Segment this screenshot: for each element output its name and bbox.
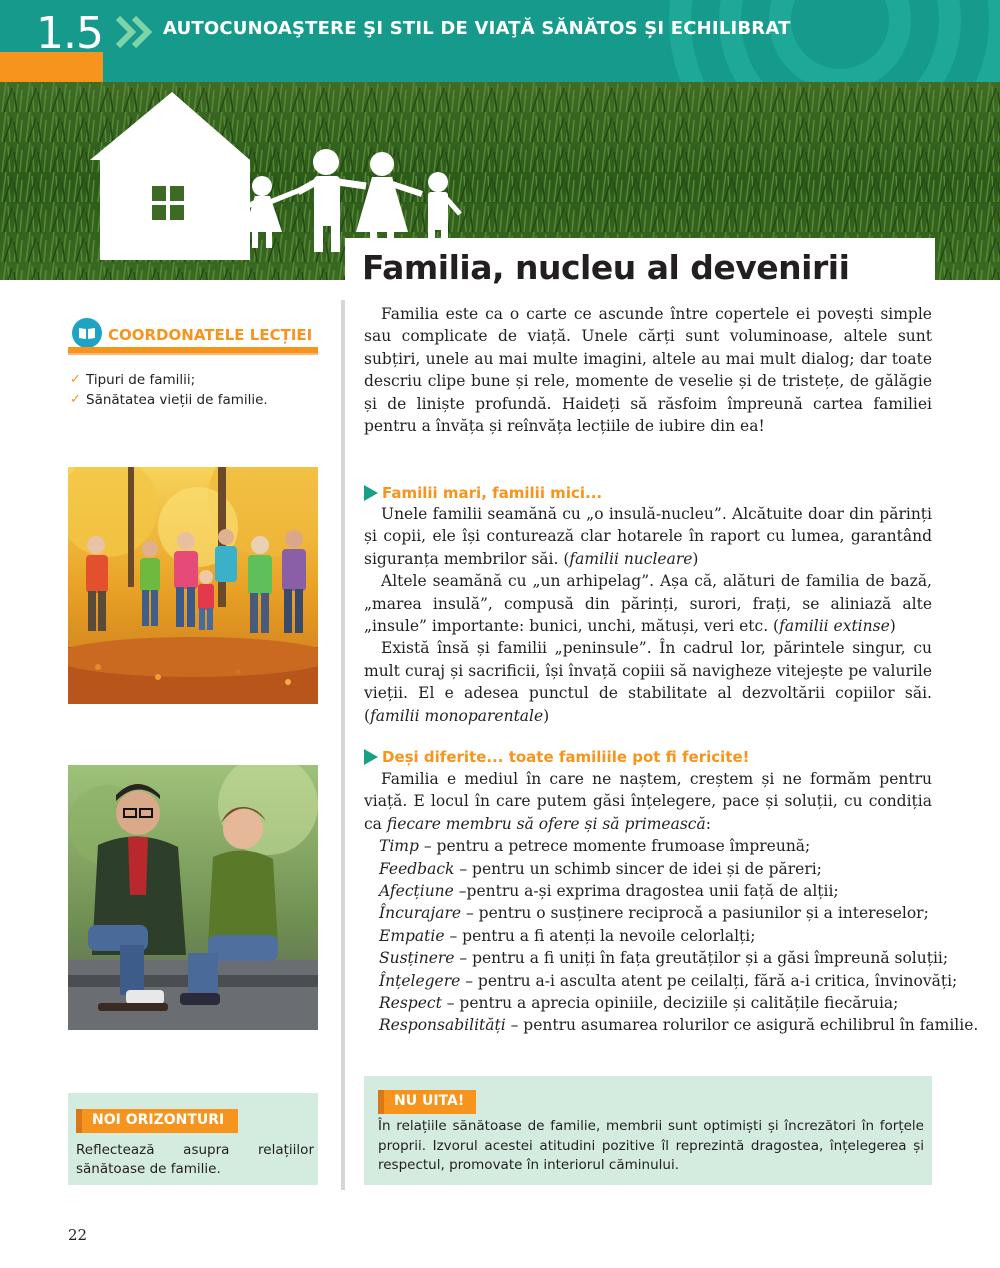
paragraph-extended: Altele seamănă cu „un arhipelag”. Așa că, alături de familia de bază, „marea insulă”, compusă din părinți, surori, frați, se aliniază alte „insule” importante: bunici, unchi, mătuși, veri etc. (familii extinse)	[364, 572, 932, 636]
intro-paragraph: Familia este ca o carte ce ascunde între copertele ei povești simple sau complicate de viață. Unele cărți sunt voluminoase, altele sunt subțiri, unele au mai multe imagini, altele au mai mult dialog; dar toate descriu clipe bune și rele, momente de veselie și de tristețe, de gălăgie și de liniște profundă. Haideți să răsfoim împreună cartea familiei pentru a învăța și reînvăța lecțiile de iubire din ea!	[364, 305, 932, 436]
remember-label: NU UITA!	[378, 1090, 476, 1114]
lesson-title: AUTOCUNOAŞTERE ŞI STIL DE VIAŢĂ SĂNĂTOS ȘI ECHILIBRAT	[163, 18, 791, 39]
book-icon	[72, 318, 102, 348]
new-horizons-text: Reflectează asupra relațiilor sănătoase de familie.	[76, 1142, 314, 1177]
lesson-coordinates-list	[70, 370, 268, 410]
lesson-number: 1.5	[36, 8, 103, 59]
list-item: Feedback – pentru un schimb sincer de idei și de păreri;	[379, 859, 822, 878]
lesson-coordinates-title: COORDONATELE LECȚIEI	[108, 326, 313, 344]
paragraph-single-parent: Există însă și familii „peninsule”. În cadrul lor, părintele singur, cu mult curaj și sacrificii, își învață copiii să navigheze vitejește pe valurile vieții. El e adesea punctul de stabilitate al dezvoltării copiilor săi. (familii monoparentale)	[364, 639, 932, 725]
section-family-types	[364, 503, 932, 727]
list-item: Afecțiune –pentru a-și exprima dragostea unii față de alții;	[379, 882, 839, 901]
list-item: Timp – pentru a petrece momente frumoase împreună;	[379, 837, 811, 856]
list-item: ✓ Sănătatea vieții de familie.	[70, 390, 268, 410]
remember-box	[364, 1076, 932, 1185]
father-son-photo	[68, 765, 318, 1030]
page-number: 22	[68, 1226, 88, 1244]
double-chevron-icon	[116, 14, 156, 50]
list-item: Responsabilități – pentru asumarea rolurilor ce asigură echilibrul în familie.	[379, 1016, 979, 1035]
paragraph-nuclear: Unele familii seamănă cu „o insulă-nucleu”. Alcătuite doar din părinți și copii, ele își conturează clar hotarele în raport cu lumea, garantând siguranța membrilor săi. (familii nucleare)	[364, 505, 932, 568]
lesson-header	[0, 0, 1000, 82]
light-orange-rule	[68, 353, 318, 355]
play-triangle-icon	[364, 749, 378, 765]
family-autumn-photo	[68, 467, 318, 704]
play-triangle-icon	[364, 485, 378, 501]
section-happy-families	[364, 768, 979, 1037]
remember-text: În relațiile sănătoase de familie, membrii sunt optimiști și încrezători în forțele proprii. Izvorul acestei atitudini pozitive îl reprezintă dragostea, înțelegerea și respectul, promovate în interiorul căminului.	[378, 1118, 924, 1173]
list-item: Empatie – pentru a fi atenți la nevoile celorlalți;	[379, 926, 756, 945]
section-heading-happy-families: Deși diferite... toate familiile pot fi fericite!	[382, 748, 750, 766]
column-divider	[341, 300, 345, 1190]
list-item: Respect – pentru a aprecia opiniile, deciziile și calitățile fiecăruia;	[379, 994, 899, 1013]
decorative-rings	[610, 0, 1000, 82]
list-item: Susținere – pentru a fi uniți în fața greutăților și a găsi împreună soluții;	[379, 949, 949, 968]
list-item: Înțelegere – pentru a-i asculta atent pe ceilalți, fără a-i critica, învinovăți;	[379, 971, 958, 990]
list-item: Încurajare – pentru o susținere reciprocă a pasiunilor și a intereselor;	[379, 904, 929, 923]
section-heading-family-types: Familii mari, familii mici...	[382, 484, 603, 502]
page-title: Familia, nucleu al devenirii	[362, 248, 850, 287]
list-item: ✓ Tipuri de familii;	[70, 370, 268, 390]
new-horizons-label: NOI ORIZONTURI	[76, 1109, 238, 1133]
new-horizons-box	[68, 1093, 318, 1185]
paragraph-family-environment: Familia e mediul în care ne naștem, creștem și ne formăm pentru viață. E locul în care putem găsi înțelegere, pace și soluții, cu condiția ca fiecare membru să ofere și să primească:	[364, 770, 932, 833]
